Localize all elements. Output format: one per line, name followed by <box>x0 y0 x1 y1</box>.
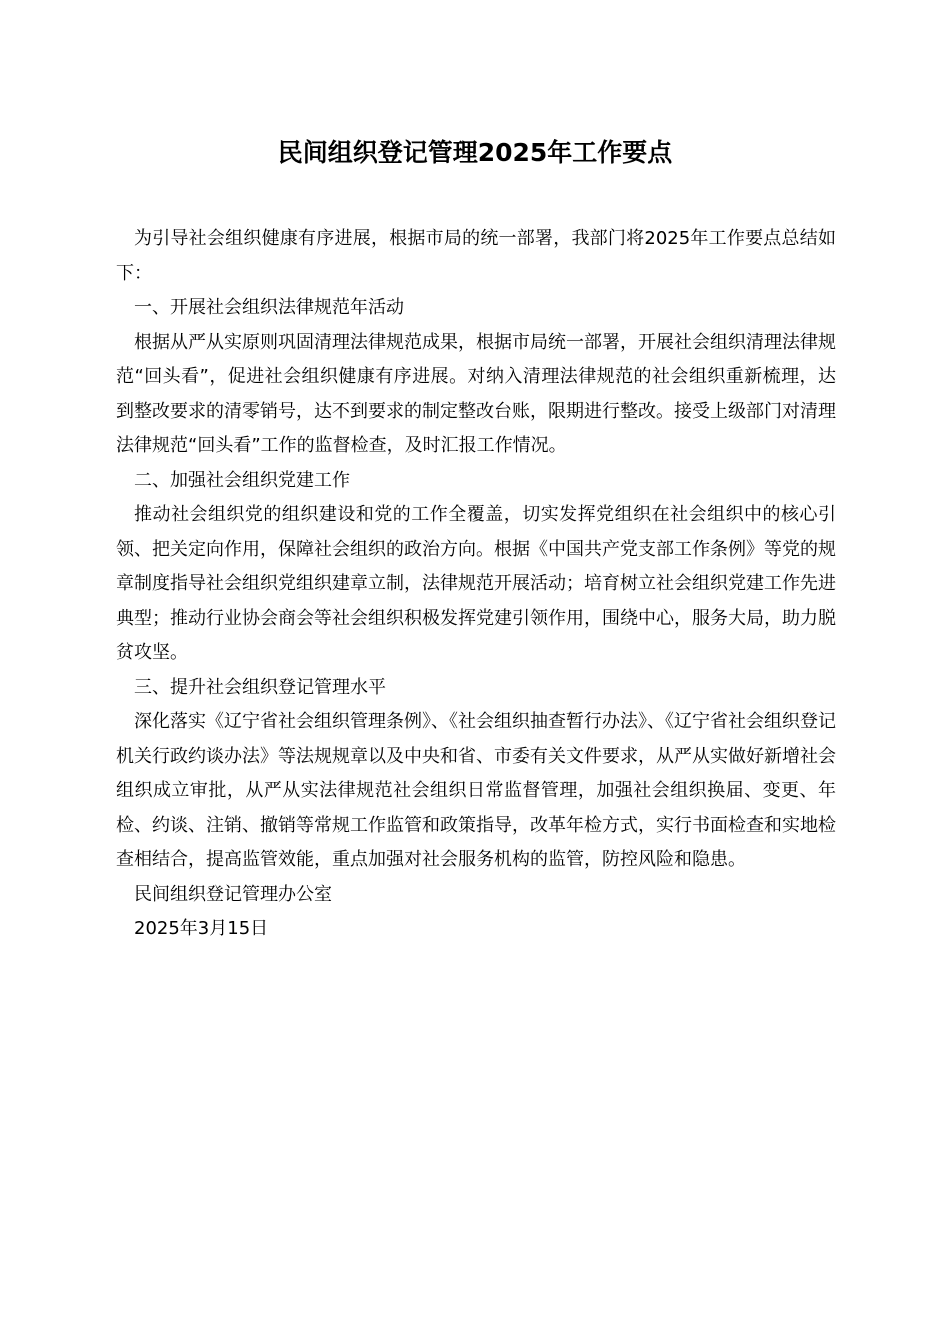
section-2-body: 推动社会组织党的组织建设和党的工作全覆盖，切实发挥党组织在社会组织中的核心引领、把关定向作用，保障社会组织的政治方向。根据《中国共产党支部工作条例》等党的规章制度指导社会组织党组织建章立制，法律规范开展活动；培育树立社会组织党建工作先进典型；推动行业协会商会等社会组织积极发挥党建引领作用，围绕中心，服务大局，助力脱贫攻坚。 <box>116 504 836 663</box>
section-1-body: 根据从严从实原则巩固清理法律规范成果，根据市局统一部署，开展社会组织清理法律规范“回头看”，促进社会组织健康有序进展。对纳入清理法律规范的社会组织重新梳理，达到整改要求的清零销号，达不到要求的制定整改台账，限期进行整改。接受上级部门对清理法律规范“回头看”工作的监督检查，及时汇报工作情况。 <box>116 331 836 456</box>
document-body <box>116 222 836 947</box>
section-1-heading: 一、开展社会组织法律规范年活动 <box>134 297 404 318</box>
section-2-heading: 二、加强社会组织党建工作 <box>134 469 350 491</box>
section-3-body: 深化落实《辽宁省社会组织管理条例》、《社会组织抽查暂行办法》、《辽宁省社会组织登记机关行政约谈办法》等法规规章以及中央和省、市委有关文件要求，从严从实做好新增社会组织成立审批，从严从实法律规范社会组织日常监督管理，加强社会组织换届、变更、年检、约谈、注销、撤销等常规工作监管和政策指导，改革年检方式，实行书面检查和实地检查相结合，提高监管效能，重点加强对社会服务机构的监管，防控风险和隐患。 <box>116 711 836 870</box>
section-3-heading: 三、提升社会组织登记管理水平 <box>134 676 386 698</box>
signature-date: 2025年3月15日 <box>134 918 269 939</box>
document-title: 民间组织登记管理2025年工作要点 <box>277 138 673 167</box>
signature-office: 民间组织登记管理办公室 <box>134 883 332 905</box>
intro-paragraph: 为引导社会组织健康有序进展，根据市局的统一部署，我部门将2025年工作要点总结如下： <box>116 228 836 284</box>
